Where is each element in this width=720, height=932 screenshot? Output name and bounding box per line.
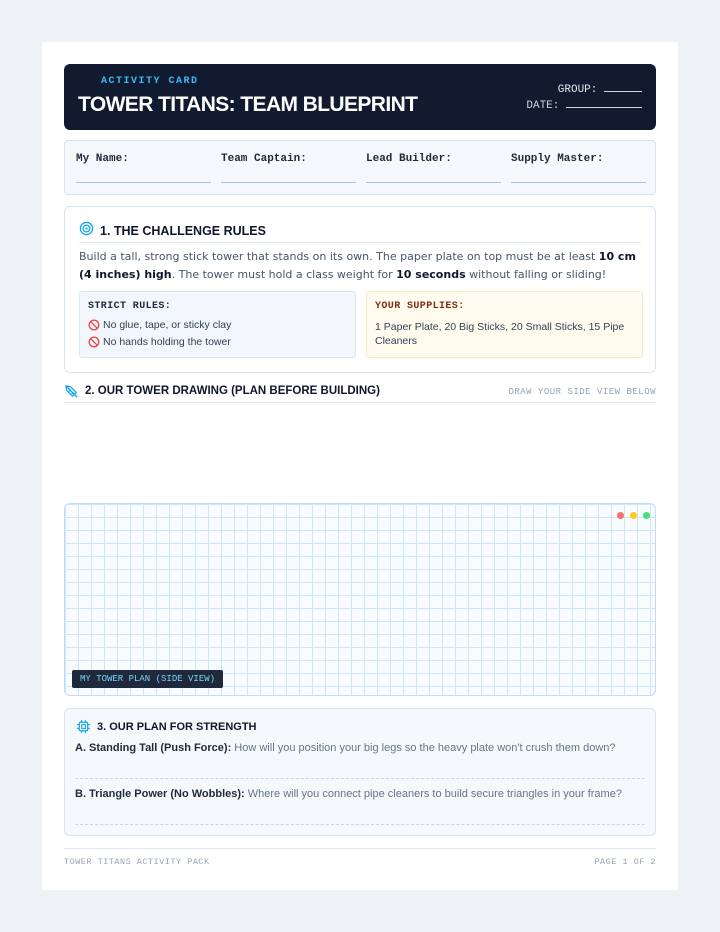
page-footer (64, 848, 656, 867)
drawing-grid[interactable] (64, 503, 656, 696)
strict-rule-item (88, 319, 231, 331)
strict-rules-box (79, 291, 356, 358)
forbidden-icon (88, 319, 100, 331)
team-names-box (64, 140, 656, 195)
question-a-heading: A. Standing Tall (Push Force): (75, 742, 232, 754)
strict-rule-item (88, 336, 231, 348)
desc-part-3: without falling or sliding! (465, 268, 607, 281)
page-title: TOWER TITANS: TEAM BLUEPRINT (78, 93, 418, 116)
forbidden-icon (88, 336, 100, 348)
question-b (75, 788, 622, 800)
challenge-rules-card (64, 206, 656, 373)
supplies-box (366, 291, 643, 358)
group-label: GROUP: (557, 84, 598, 96)
activity-page (42, 42, 678, 890)
desc-time-requirement: 10 seconds (396, 268, 466, 281)
my-name-line[interactable] (76, 182, 211, 183)
footer-page-number: PAGE 1 OF 2 (594, 857, 656, 867)
question-b-text: Where will you connect pipe cleaners to build secure triangles in your frame? (244, 788, 622, 800)
activity-card-tag: ACTIVITY CARD (101, 76, 199, 87)
challenge-description (79, 248, 644, 284)
group-field[interactable] (558, 81, 642, 96)
lead-builder-field[interactable] (366, 153, 501, 165)
date-blank[interactable] (566, 97, 642, 108)
drawing-section-title: 2. OUR TOWER DRAWING (PLAN BEFORE BUILDING) (85, 385, 380, 397)
date-field[interactable] (526, 97, 642, 112)
question-b-heading: B. Triangle Power (No Wobbles): (75, 788, 245, 800)
strict-rule-text: No glue, tape, or sticky clay (103, 319, 232, 331)
supply-master-line[interactable] (511, 182, 646, 183)
challenge-rules-title: 1. THE CHALLENGE RULES (100, 224, 266, 238)
green-dot (643, 512, 650, 519)
footer-pack-name: TOWER TITANS ACTIVITY PACK (64, 857, 210, 867)
strict-rule-text: No hands holding the tower (103, 336, 231, 348)
lead-builder-label: Lead Builder: (366, 153, 452, 165)
drawing-section-header (64, 383, 656, 403)
divider (79, 242, 641, 243)
yellow-dot (630, 512, 637, 519)
answer-b-line[interactable] (75, 824, 645, 825)
target-icon (79, 221, 94, 236)
supplies-text: 1 Paper Plate, 20 Big Sticks, 20 Small Sticks, 15 Pipe Cleaners (375, 321, 625, 347)
my-name-label: My Name: (76, 153, 129, 165)
answer-a-line[interactable] (75, 778, 645, 779)
strength-section-title: 3. OUR PLAN FOR STRENGTH (97, 721, 257, 733)
red-dot (617, 512, 624, 519)
supply-master-field[interactable] (511, 153, 646, 165)
divider (64, 402, 656, 403)
desc-part-1: Build a tall, strong stick tower that stands on its own. The paper plate on top must be at least (79, 250, 599, 263)
date-label: DATE: (526, 100, 560, 112)
supply-master-label: Supply Master: (511, 153, 604, 165)
team-captain-label: Team Captain: (221, 153, 307, 165)
question-a-text: How will you position your big legs so the heavy plate won't crush them down? (231, 742, 616, 754)
strict-rules-heading: STRICT RULES: (88, 301, 172, 312)
drawing-hint: DRAW YOUR SIDE VIEW BELOW (508, 387, 656, 397)
team-captain-field[interactable] (221, 153, 356, 165)
desc-part-2: . The tower must hold a class weight for (171, 268, 397, 281)
question-a (75, 742, 616, 754)
strength-plan-card (64, 708, 656, 836)
team-captain-line[interactable] (221, 182, 356, 183)
header-banner (64, 64, 656, 130)
grid-label: MY TOWER PLAN (SIDE VIEW) (72, 670, 223, 688)
supplies-heading: YOUR SUPPLIES: (375, 301, 465, 312)
ruler-pencil-icon (64, 384, 79, 399)
desc-height-requirement: 10 cm (4 inches) high (79, 250, 636, 281)
my-name-field[interactable] (76, 153, 211, 165)
lead-builder-line[interactable] (366, 182, 501, 183)
chip-icon (76, 719, 91, 734)
group-blank[interactable] (604, 81, 642, 92)
